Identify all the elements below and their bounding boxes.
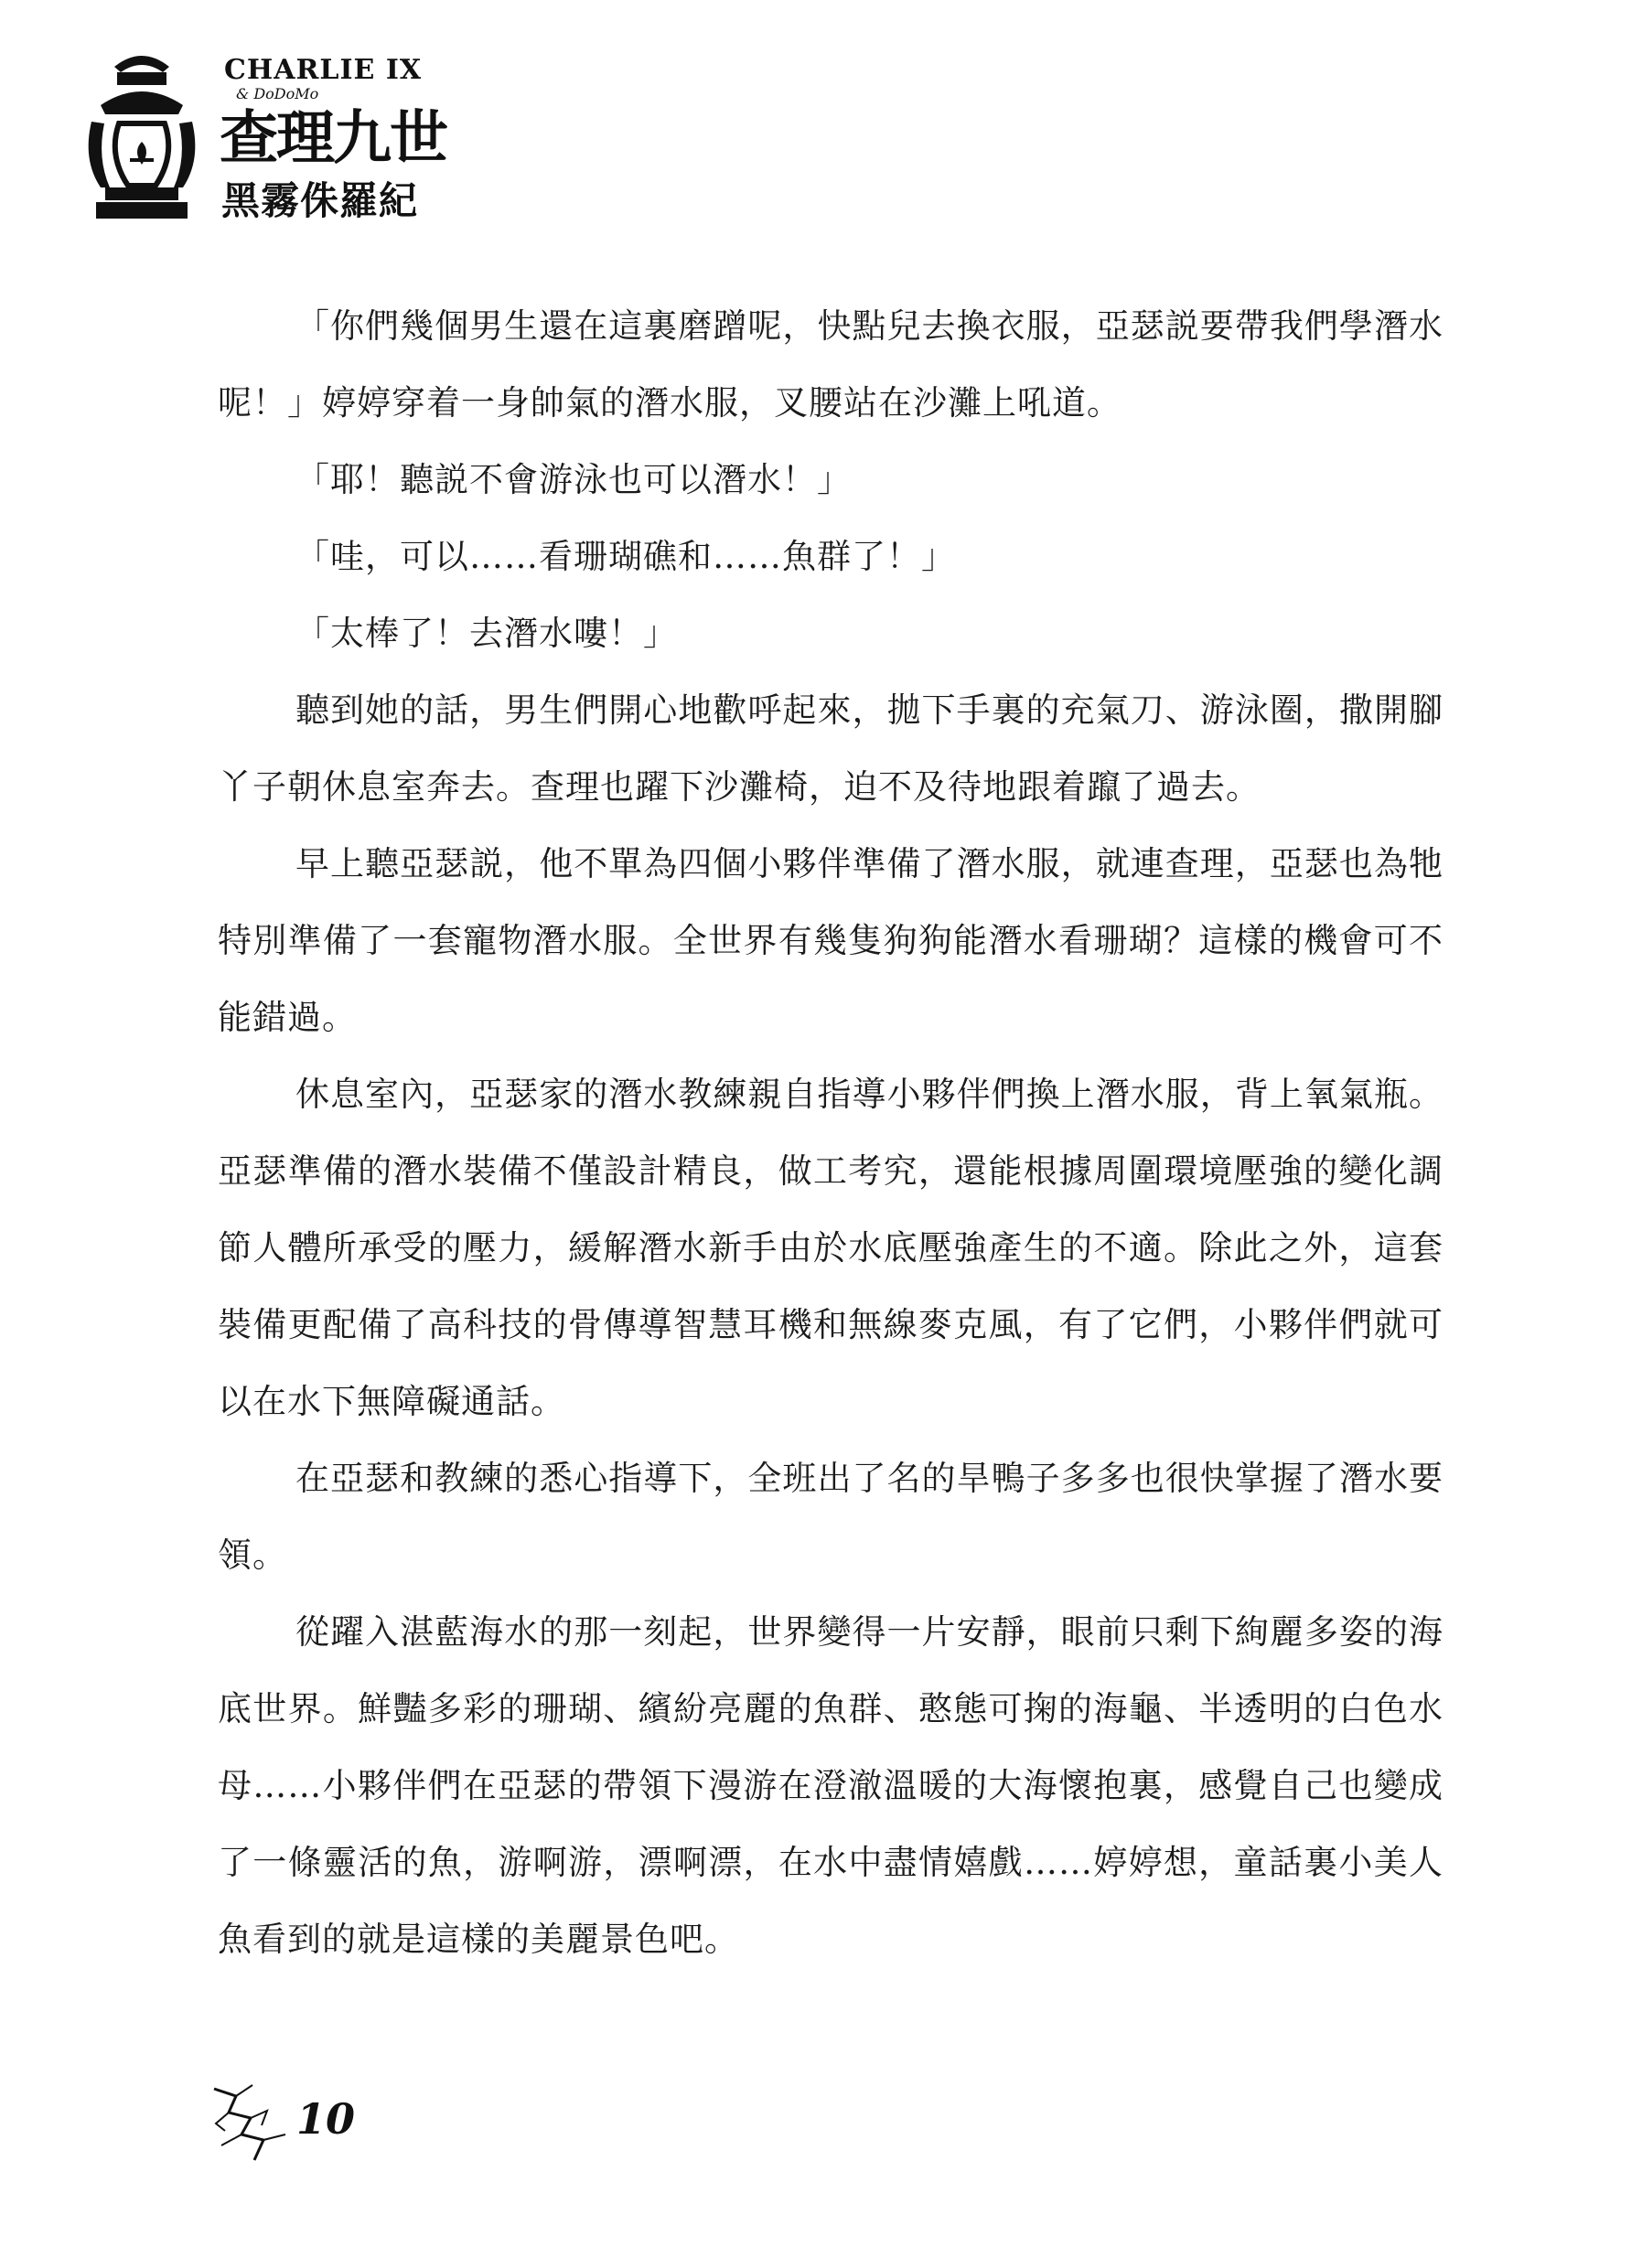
body-text [218, 288, 1443, 1978]
paragraph: 早上聽亞瑟説，他不單為四個小夥伴準備了潛水服，就連查理，亞瑟也為牠特別準備了一套寵物潛水服。全世界有幾隻狗狗能潛水看珊瑚？這樣的機會可不能錯過。 [218, 844, 1443, 1037]
paragraph: 「太棒了！去潛水嘍！」 [295, 614, 678, 653]
series-title: 查理九世 [220, 104, 446, 173]
book-subtitle: 黑霧侏羅紀 [221, 178, 419, 223]
page-number: 10 [296, 2094, 356, 2144]
logo-latin-small-text: & DoDoMo [236, 85, 319, 102]
lantern-icon [64, 50, 220, 224]
paragraph: 聽到她的話，男生們開心地歡呼起來，拋下手裏的充氣刀、游泳圈，撒開腳丫子朝休息室奔去。查理也躍下沙灘椅，迫不及待地跟着躥了過去。 [218, 690, 1443, 807]
paragraph: 「你們幾個男生還在這裏磨蹭呢，快點兒去換衣服，亞瑟説要帶我們學潛水呢！」婷婷穿着一身帥氣的潛水服，叉腰站在沙灘上吼道。 [218, 306, 1443, 423]
lightning-crack-icon [209, 2076, 300, 2167]
book-series-logo [64, 50, 446, 224]
paragraph: 休息室內，亞瑟家的潛水教練親自指導小夥伴們換上潛水服，背上氧氣瓶。亞瑟準備的潛水裝備不僅設計精良，做工考究，還能根據周圍環境壓強的變化調節人體所承受的壓力，緩解潛水新手由於水底壓強產生的不適。除此之外，這套裝備更配備了高科技的骨傳導智慧耳機和無線麥克風，有了它們，小夥伴們就可以在水下無障礙通話。 [218, 1075, 1443, 1421]
paragraph: 「耶！聽説不會游泳也可以潛水！」 [295, 460, 852, 499]
paragraph: 「哇，可以……看珊瑚礁和……魚群了！」 [295, 537, 956, 576]
logo-latin-text: CHARLIE IX [224, 54, 423, 86]
page-footer [209, 2076, 392, 2167]
paragraph: 在亞瑟和教練的悉心指導下，全班出了名的旱鴨子多多也很快掌握了潛水要領。 [218, 1459, 1443, 1575]
paragraph: 從躍入湛藍海水的那一刻起，世界變得一片安靜，眼前只剩下絢麗多姿的海底世界。鮮豔多彩的珊瑚、繽紛亮麗的魚群、憨態可掬的海龜、半透明的白色水母……小夥伴們在亞瑟的帶領下漫游在澄澈溫暖的大海懷抱裏，感覺自己也變成了一條靈活的魚，游啊游，漂啊漂，在水中盡情嬉戲……婷婷想，童話裏小美人魚看到的就是這樣的美麗景色吧。 [218, 1612, 1443, 1959]
